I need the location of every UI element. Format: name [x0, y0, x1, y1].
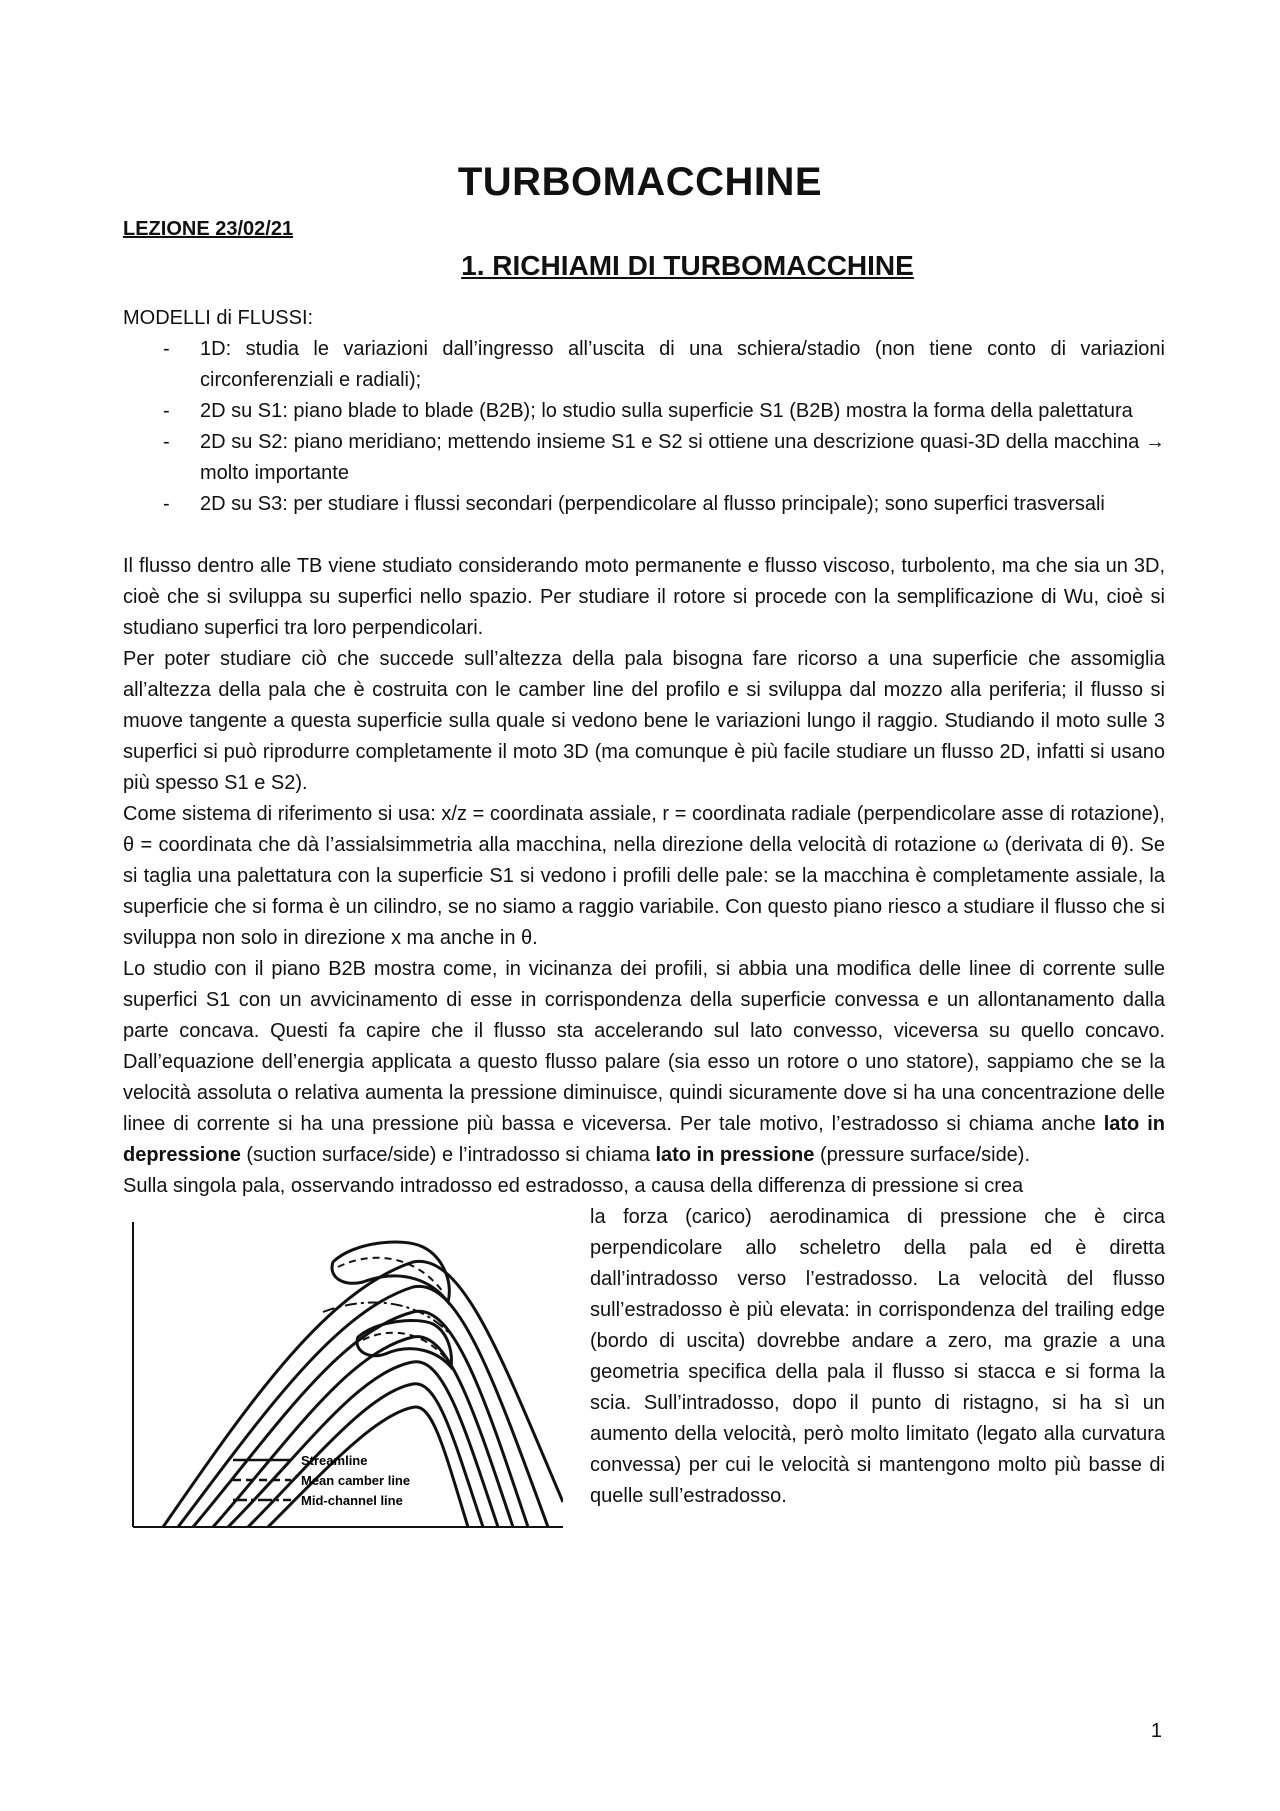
models-list [123, 334, 1165, 520]
paragraph: Il flusso dentro alle TB viene studiato considerando moto permanente e flusso viscoso, turbolento, ma che sia un 3D, cioè che si sviluppa su superfici nello spazio. Per studiare il rotore si procede con la semplificazione di Wu, cioè si studiano superfici tra loro perpendicolari. [123, 555, 1165, 639]
paragraph: Sulla singola pala, osservando intradosso ed estradosso, a causa della differenza di pressione si crea [123, 1175, 1024, 1197]
legend-label-mid-channel: Mid-channel line [301, 1493, 403, 1508]
list-item: - 1D: studia le variazioni dall’ingresso all’uscita di una schiera/stadio (non tiene conto di variazioni circonferenziali e radiali); [163, 338, 1165, 391]
list-item: - 2D su S1: piano blade to blade (B2B); lo studio sulla superficie S1 (B2B) mostra la forma della palettatura [163, 400, 1133, 422]
paragraph: Come sistema di riferimento si usa: x/z = coordinata assiale, r = coordinata radiale (perpendicolare asse di rotazione), θ = coordinata che dà l’assialsimmetria alla macchina, nella direzione della velocità di rotazione ω (derivata di θ). Se si taglia una palettatura con la superficie S1 si vedono i profili delle pale: se la macchina è completamente assiale, la superficie che si forma è un cilindro, se no siamo a raggio variabile. Con questo piano riesco a studiare il flusso che si sviluppa non solo in direzione x ma anche in θ. [123, 803, 1165, 949]
cascade-streamline-figure [123, 1212, 563, 1532]
legend-label-camber: Mean camber line [301, 1473, 411, 1488]
document-title: TURBOMACCHINE [457, 160, 823, 204]
figure-section [123, 1202, 1165, 1532]
page-number: 1 [1150, 1720, 1162, 1742]
models-heading: MODELLI di FLUSSI: [123, 307, 314, 329]
paragraph: Per poter studiare ciò che succede sull’altezza della pala bisogna fare ricorso a una superficie che assomiglia all’altezza della pala che è costruita con le camber line del profilo e si sviluppa dal mozzo alla periferia; il flusso si muove tangente a questa superficie sulla quale si vedono bene le variazioni lungo il raggio. Studiando il moto sulle 3 superfici si può riprodurre completamente il moto 3D (ma comunque è più facile studiare un flusso 2D, infatti si usano più spesso S1 e S2). [123, 648, 1165, 794]
body-text [123, 303, 1165, 1532]
blade-profile [357, 1320, 451, 1367]
section-title: 1. RICHIAMI DI TURBOMACCHINE [461, 250, 914, 281]
figure-legend [233, 1453, 410, 1508]
list-item: - 2D su S3: per studiare i flussi secondari (perpendicolare al flusso principale); sono superfici trasversali [163, 493, 1105, 515]
paragraph: Lo studio con il piano B2B mostra come, in vicinanza dei profili, si abbia una modifica delle linee di corrente sulle superfici S1 con un avvicinamento di esse in corrispondenza della superficie convessa e un allontanamento dalla parte concava. Questi fa capire che il flusso sta accelerando sul lato convesso, viceversa su quello concavo. Dall’equazione dell’energia applicata a questo flusso palare (sia esso un rotore o uno statore), sappiamo che se la velocità assoluta o relativa aumenta la pressione diminuisce, quindi sicuramente dove si ha una concentrazione delle linee di corrente si ha una pressione più bassa e viceversa. Per tale motivo, l’estradosso si chiama anche lato in depressione (suction surface/side) e l’intradosso si chiama lato in pressione (pressure surface/side). [123, 958, 1165, 1166]
lesson-date: LEZIONE 23/02/21 [123, 218, 294, 240]
list-item: - 2D su S2: piano meridiano; mettendo insieme S1 e S2 si ottiene una descrizione quasi-3D della macchina → molto importante [163, 431, 1165, 484]
mid-channel-line [323, 1302, 448, 1332]
paragraph-beside-figure: la forza (carico) aerodinamica di pressione che è circa perpendicolare allo scheletro della pala ed è diretta dall’intradosso verso l’estradosso. La velocità del flusso sull’estradosso è più elevata: in corrispondenza del trailing edge (bordo di uscita) dovrebbe andare a zero, ma grazie a una geometria specifica della pala il flusso si stacca e si forma la scia. Sull’intradosso, dopo il punto di ristagno, si ha sì un aumento della velocità, però molto limitato (legato alla curvatura convessa) per cui le velocità si mantengono molto più basse di quelle sull’estradosso. [590, 1206, 1165, 1507]
streamline [178, 1286, 548, 1527]
legend-label-streamline: Streamline [301, 1453, 368, 1468]
